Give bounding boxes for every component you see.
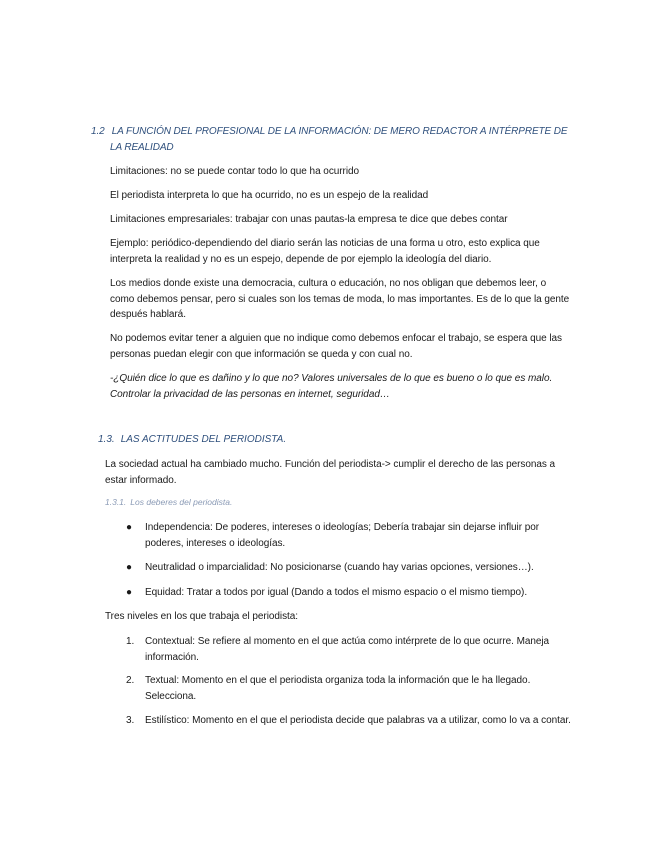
section-heading-1-3 bbox=[98, 434, 286, 445]
paragraph-no-podemos: No podemos evitar tener a alguien que no indique como debemos enfocar el trabajo, se espera que las personas puedan elegir con que información se queda y con cual no. bbox=[110, 333, 563, 360]
bullet-text: Equidad: Tratar a todos por igual (Dando a todos el mismo espacio o el mismo tiempo). bbox=[145, 587, 528, 598]
list-item bbox=[126, 585, 572, 601]
list-number: 3. bbox=[126, 715, 135, 726]
list-item bbox=[126, 634, 572, 665]
list-item bbox=[126, 520, 572, 551]
paragraph-limitaciones-empresariales: Limitaciones empresariales: trabajar con unas pautas-la empresa te dice que debes contar bbox=[110, 214, 508, 225]
bullet-text: Neutralidad o imparcialidad: No posicionarse (cuando hay varias opciones, versiones…). bbox=[145, 562, 534, 573]
paragraph-limitaciones: Limitaciones: no se puede contar todo lo que ha ocurrido bbox=[110, 166, 360, 177]
paragraph-medios: Los medios donde existe una democracia, cultura o educación, no nos obligan que debemos leer, o como debemos pensar, pero si cuales son los temas de moda, lo mas importantes. Es de lo que la gente después hablará. bbox=[110, 278, 570, 321]
bullet-icon: ● bbox=[126, 587, 132, 598]
paragraph-tres-niveles: Tres niveles en los que trabaja el periodista: bbox=[105, 611, 298, 622]
list-item bbox=[126, 713, 572, 729]
list-text: Contextual: Se refiere al momento en el que actúa como intérprete de lo que ocurre. Maneja información. bbox=[145, 636, 550, 663]
heading-number: 1.3. bbox=[98, 434, 115, 445]
heading-number: 1.2 bbox=[91, 126, 105, 137]
paragraph-ejemplo: Ejemplo: periódico-dependiendo del diario serán las noticias de una forma u otro, esto explica que interpreta la realidad y no es un espejo, depende de por ejemplo la ideología del diario. bbox=[110, 238, 540, 265]
paragraph-quien-dice: -¿Quién dice lo que es dañino y lo que no? Valores universales de lo que es bueno o lo que es malo. Controlar la privacidad de las personas en internet, seguridad… bbox=[110, 373, 553, 400]
subsection-heading-1-3-1 bbox=[105, 497, 232, 507]
list-number: 1. bbox=[126, 636, 135, 647]
bullet-icon: ● bbox=[126, 562, 132, 573]
bullet-icon: ● bbox=[126, 522, 132, 533]
list-item bbox=[126, 560, 572, 576]
bullet-text: Independencia: De poderes, intereses o ideologías; Debería trabajar sin dejarse influir por poderes, intereses o ideologías. bbox=[145, 522, 540, 549]
heading-title-line2: LA REALIDAD bbox=[110, 141, 174, 153]
heading-title: LAS ACTITUDES DEL PERIODISTA. bbox=[120, 434, 287, 445]
subheading-number: 1.3.1. bbox=[105, 497, 127, 507]
subheading-title: Los deberes del periodista. bbox=[130, 497, 233, 507]
list-number: 2. bbox=[126, 675, 135, 686]
paragraph-sociedad-actual: La sociedad actual ha cambiado mucho. Función del periodista-> cumplir el derecho de las personas a estar informado. bbox=[105, 459, 556, 486]
paragraph-periodista-interpreta: El periodista interpreta lo que ha ocurrido, no es un espejo de la realidad bbox=[110, 190, 429, 201]
list-text: Textual: Momento en el que el periodista organiza toda la información que le ha llegado. Selecciona. bbox=[145, 675, 531, 702]
section-heading-1-2 bbox=[91, 124, 571, 155]
list-text: Estilístico: Momento en el que el periodista decide que palabras va a utilizar, como lo va a contar. bbox=[145, 715, 571, 726]
heading-title-line1: LA FUNCIÓN DEL PROFESIONAL DE LA INFORMACIÓN: DE MERO REDACTOR A INTÉRPRETE DE bbox=[111, 126, 568, 137]
list-item bbox=[126, 673, 572, 704]
